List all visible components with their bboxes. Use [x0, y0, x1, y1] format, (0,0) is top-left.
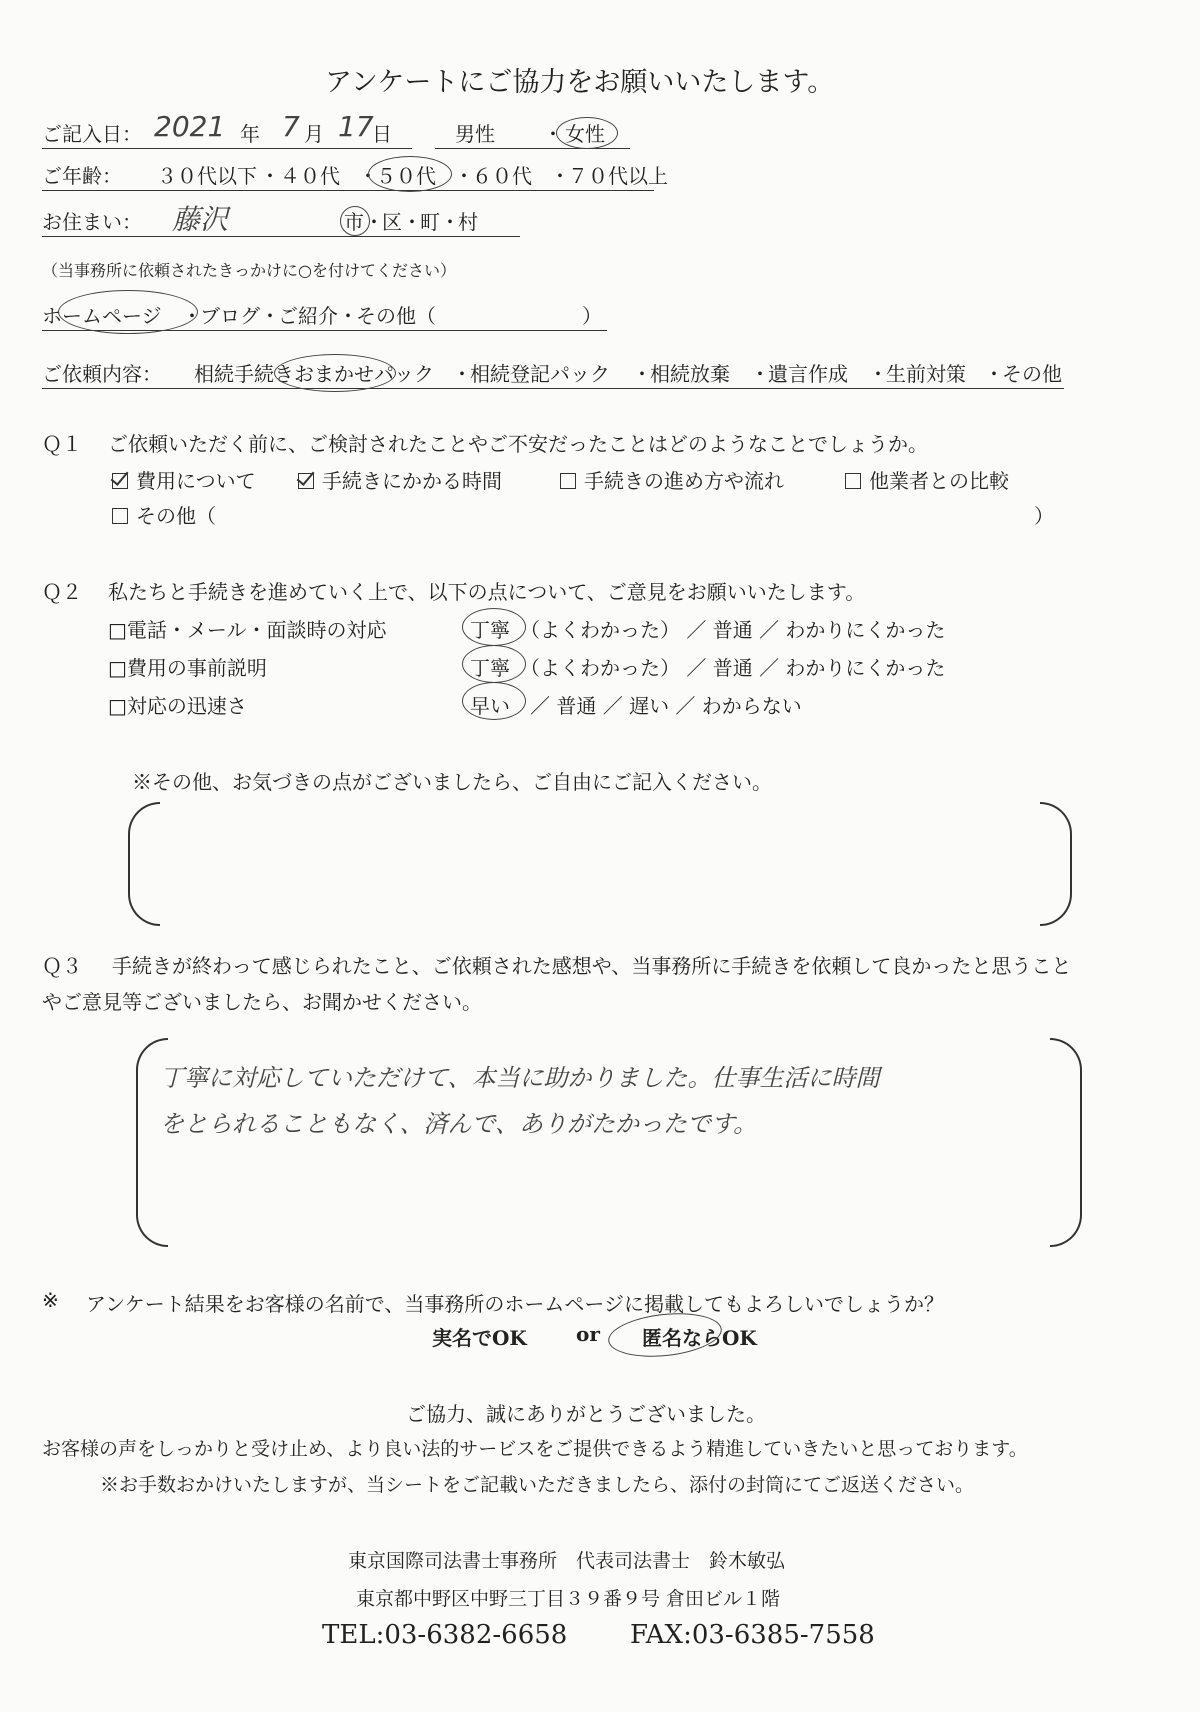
q1-option-other[interactable] [112, 500, 216, 529]
q1-question: ご依頼いただく前に、ご検討されたことやご不安だったことはどのようなことでしょうか。 [108, 432, 928, 456]
year-unit: 年 [240, 122, 260, 146]
trigger-referral[interactable]: ご紹介 [278, 304, 338, 328]
footer-fax: FAX:03-6385-7558 [630, 1620, 875, 1650]
footer-address: 東京都中野区中野三丁目３９番９号 倉田ビル１階 [356, 1588, 781, 1610]
footer-tel: TEL:03-6382-6658 [322, 1620, 568, 1650]
request-planning[interactable]: 生前対策 [886, 362, 966, 386]
q2-number: Ｑ２ [42, 580, 82, 604]
q3-question-line1: 手続きが終わって感じられたこと、ご依頼された感想や、当事務所に手続きを依頼して良かったと思うこと [112, 954, 1072, 978]
age-selected-circle [368, 156, 452, 192]
q2-row-opt1[interactable]: 早い [470, 694, 510, 718]
address-ward[interactable]: 区 [382, 210, 402, 234]
page-title: アンケートにご協力をお願いいたします。 [325, 67, 835, 98]
q2-free-box-left [128, 802, 160, 926]
address-value: 藤沢 [172, 203, 229, 236]
trigger-note: （当事務所に依頼されたきっかけに○を付けてください） [42, 261, 456, 280]
publish-mark: ※ [42, 1288, 59, 1312]
checkbox-icon[interactable] [560, 473, 576, 489]
checkbox-checked-icon[interactable] [112, 473, 128, 489]
trigger-close-paren: ） [582, 304, 602, 328]
q3-number: Ｑ３ [42, 954, 82, 978]
q2-row-item: □対応の迅速さ [108, 694, 247, 718]
address-town[interactable]: 町 [420, 210, 440, 234]
q2-free-box-right [1040, 802, 1072, 926]
q3-answer-line1: 丁寧に対応していただけて、本当に助かりました。仕事生活に時間 [160, 1064, 880, 1092]
q2-row2-selected-circle [462, 645, 526, 683]
q1-other-close-paren: ） [1034, 504, 1054, 528]
q2-row-opt1[interactable]: 丁寧 [470, 618, 510, 642]
q3-answer-line2: をとられることもなく、済んで、ありがたかったです。 [160, 1110, 758, 1138]
request-omakase[interactable]: 相続手続きおまかせパック [194, 362, 434, 386]
age-60[interactable]: ６０代 [472, 164, 532, 188]
age-label: ご年齢： [42, 164, 122, 188]
gender-selected-circle [556, 117, 618, 149]
entry-date-row [42, 110, 412, 149]
publish-question: アンケート結果をお客様の名前で、当事務所のホームページに掲載してもよろしいでしょうか？ [86, 1292, 944, 1316]
q1-option-compare[interactable] [845, 465, 1009, 494]
q1-option-cost[interactable] [112, 465, 256, 494]
request-registration[interactable]: 相続登記パック [470, 362, 610, 386]
publish-or: or [576, 1322, 600, 1346]
gender-male[interactable]: 男性 [455, 122, 495, 146]
address-row: お住まい： 藤沢 市 ・ 区 ・ 町 ・ 村 [42, 206, 520, 237]
gender-separator: ・ [543, 122, 563, 146]
q1-option-time[interactable] [298, 465, 502, 494]
request-row: ご依頼内容： 相続手続きおまかせパック ・ 相続登記パック ・ 相続放棄 ・ 遺言作成 ・ 生前対策 ・ その他 [42, 358, 1064, 389]
q2-row-rest[interactable]: （よくわかった） ／ 普通 ／ わかりにくかった [520, 618, 946, 642]
age-40[interactable]: ４０代 [280, 164, 340, 188]
request-will[interactable]: 遺言作成 [768, 362, 848, 386]
q1-option-flow-label: 手続きの進め方や流れ [584, 469, 784, 493]
q1-option-other-label: その他（ [136, 504, 216, 528]
trigger-row: ホームページ ・ ブログ ・ ご紹介 ・ その他（ ） [42, 300, 607, 331]
q1-number: Ｑ１ [42, 432, 82, 456]
gender-female[interactable]: 女性 [565, 122, 605, 146]
publish-anonymous[interactable]: 匿名ならOK [642, 1326, 757, 1350]
checkbox-checked-icon[interactable] [298, 473, 314, 489]
address-city[interactable]: 市 [344, 210, 364, 234]
trigger-homepage[interactable]: ホームページ [42, 304, 162, 328]
q2-question: 私たちと手続きを進めていく上で、以下の点について、ご意見をお願いいたします。 [108, 580, 866, 604]
age-70[interactable]: ７０代以上 [568, 164, 668, 188]
address-village[interactable]: 村 [458, 210, 478, 234]
q2-row-rest[interactable]: （よくわかった） ／ 普通 ／ わかりにくかった [520, 656, 946, 680]
q3-question-line2: やご意見等ございましたら、お聞かせください。 [42, 990, 482, 1014]
entry-month: 7 [282, 110, 300, 143]
q1-option-compare-label: 他業者との比較 [869, 469, 1009, 493]
q2-free-prompt: ※その他、お気づきの点がございましたら、ご自由にご記入ください。 [132, 770, 772, 794]
footer-office: 東京国際司法書士事務所 代表司法書士 鈴木敏弘 [348, 1550, 786, 1572]
age-30[interactable]: ３０代以下 [157, 164, 257, 188]
closing-line3: ※お手数おかけいたしますが、当シートをご記載いただきましたら、添付の封筒にてご返送ください。 [100, 1474, 975, 1496]
trigger-selected-circle [58, 290, 198, 334]
day-unit: 日 [372, 122, 392, 146]
month-unit: 月 [304, 122, 324, 146]
q2-free-input[interactable] [160, 802, 1040, 922]
publish-real-name[interactable]: 実名でOK [432, 1326, 527, 1350]
trigger-blog[interactable]: ブログ [200, 304, 260, 328]
entry-year: 2021 [154, 110, 226, 143]
q2-row1-selected-circle [462, 608, 526, 646]
address-label: お住まい： [42, 210, 142, 234]
q2-row-rest[interactable]: ／ 普通 ／ 遅い ／ わからない [530, 694, 802, 718]
address-selected-circle [340, 206, 370, 236]
request-renunciation[interactable]: 相続放棄 [650, 362, 730, 386]
q2-row-item: □電話・メール・面談時の対応 [108, 618, 387, 642]
closing-line1: ご協力、誠にありがとうございました。 [406, 1402, 766, 1426]
checkbox-icon[interactable] [112, 508, 128, 524]
request-selected-circle [274, 354, 396, 392]
entry-date-label: ご記入日： [42, 122, 142, 146]
age-50[interactable]: ５０代 [376, 164, 436, 188]
request-other[interactable]: その他 [1002, 362, 1062, 386]
entry-day: 17 [338, 110, 374, 143]
q1-option-cost-label: 費用について [136, 469, 256, 493]
q2-row-opt1[interactable]: 丁寧 [470, 656, 510, 680]
checkbox-icon[interactable] [845, 473, 861, 489]
q1-option-time-label: 手続きにかかる時間 [322, 469, 502, 493]
request-label: ご依頼内容： [42, 362, 162, 386]
age-row: ご年齢： ３０代以下 ・ ４０代 ・ ５０代 ・ ６０代 ・ ７０代以上 [42, 160, 654, 191]
q3-answer-box-right [1050, 1038, 1082, 1247]
q2-row3-selected-circle [462, 682, 526, 720]
q2-row-item: □費用の事前説明 [108, 656, 267, 680]
q1-option-flow[interactable] [560, 465, 784, 494]
trigger-other[interactable]: その他（ [356, 304, 436, 328]
closing-line2: お客様の声をしっかりと受け止め、より良い法的サービスをご提供できるよう精進していきたいと思っております。 [42, 1438, 1028, 1460]
